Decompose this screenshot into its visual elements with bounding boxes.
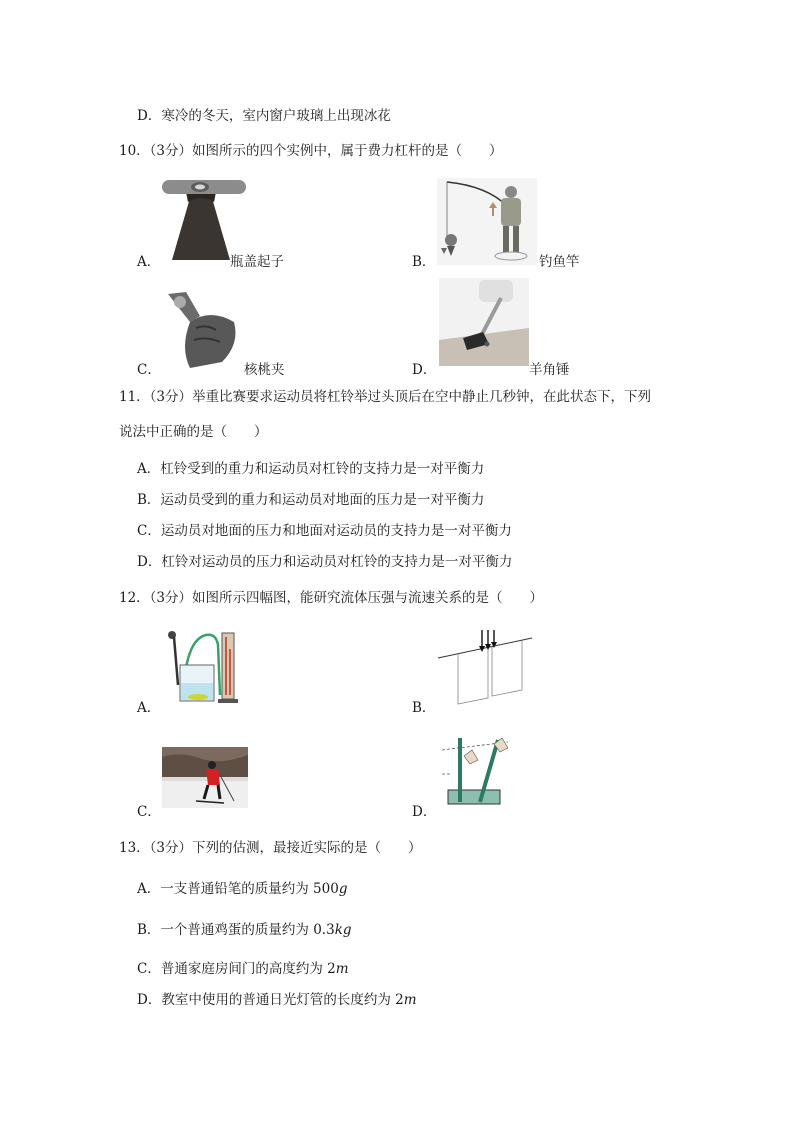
nutcracker-image (160, 288, 242, 368)
q13-option-d-text: D．教室中使用的普通日光灯管的长度约为 2 (137, 992, 404, 1008)
q11-stem-line2: 说法中正确的是（ ） (119, 424, 268, 440)
q10-option-c-letter: C． (137, 362, 161, 378)
q11-stem-line1: 11．（3分）举重比赛要求运动员将杠铃举过头顶后在空中静止几秒钟，在此状态下，下列 (119, 389, 652, 405)
skier-image (162, 747, 248, 808)
q13-option-c-text: C．普通家庭房间门的高度约为 2 (137, 961, 336, 977)
q12-stem: 12．（3分）如图所示四幅图，能研究流体压强与流速关系的是（ ） (119, 590, 544, 606)
q10-option-d-letter: D． (412, 362, 437, 378)
q13-option-b (137, 918, 352, 938)
q11-option-b: B．运动员受到的重力和运动员对地面的压力是一对平衡力 (137, 492, 485, 508)
q10-option-d-caption: 羊角锤 (529, 362, 570, 378)
blowing-between-papers-image (436, 628, 534, 710)
bottle-opener-image (160, 178, 248, 260)
q10-option-a-caption: 瓶盖起子 (230, 254, 284, 270)
q10-option-b-caption: 钓鱼竿 (539, 254, 580, 270)
q13-option-c-unit: m (335, 961, 349, 977)
q13-option-a (137, 877, 347, 897)
beaker-manometer-image (160, 625, 240, 705)
q11-option-d: D．杠铃对运动员的压力和运动员对杠铃的支持力是一对平衡力 (137, 554, 513, 570)
q12-option-a-letter: A． (137, 700, 161, 716)
q12-option-b-letter: B． (412, 700, 436, 716)
q13-option-d (137, 988, 417, 1008)
q13-option-c (137, 957, 349, 977)
q13-option-a-text: A．一支普通铅笔的质量约为 500 (137, 881, 339, 897)
q12-option-d-letter: D． (412, 804, 437, 820)
q11-option-a: A．杠铃受到的重力和运动员对杠铃的支持力是一对平衡力 (137, 461, 485, 477)
q10-stem: 10．（3分）如图所示的四个实例中，属于费力杠杆的是（ ） (119, 143, 503, 159)
q13-stem: 13．（3分）下列的估测，最接近实际的是（ ） (119, 840, 422, 856)
q11-option-c: C．运动员对地面的压力和地面对运动员的支持力是一对平衡力 (137, 523, 512, 539)
q9-option-d: D．寒冷的冬天，室内窗户玻璃上出现冰花 (137, 108, 391, 124)
q13-option-d-unit: m (403, 992, 417, 1008)
q13-option-b-text: B．一个普通鸡蛋的质量约为 0.3 (137, 922, 335, 938)
q10-option-c-caption: 核桃夹 (244, 362, 285, 378)
q13-option-b-unit: kg (334, 922, 352, 938)
q12-option-c-letter: C． (137, 804, 161, 820)
capillary-tubes-image (438, 734, 512, 808)
q10-option-b-letter: B． (412, 254, 436, 270)
q10-option-a-letter: A． (137, 254, 161, 270)
claw-hammer-image (439, 278, 529, 366)
q13-option-a-unit: g (338, 881, 348, 897)
fishing-rod-image (437, 178, 537, 265)
